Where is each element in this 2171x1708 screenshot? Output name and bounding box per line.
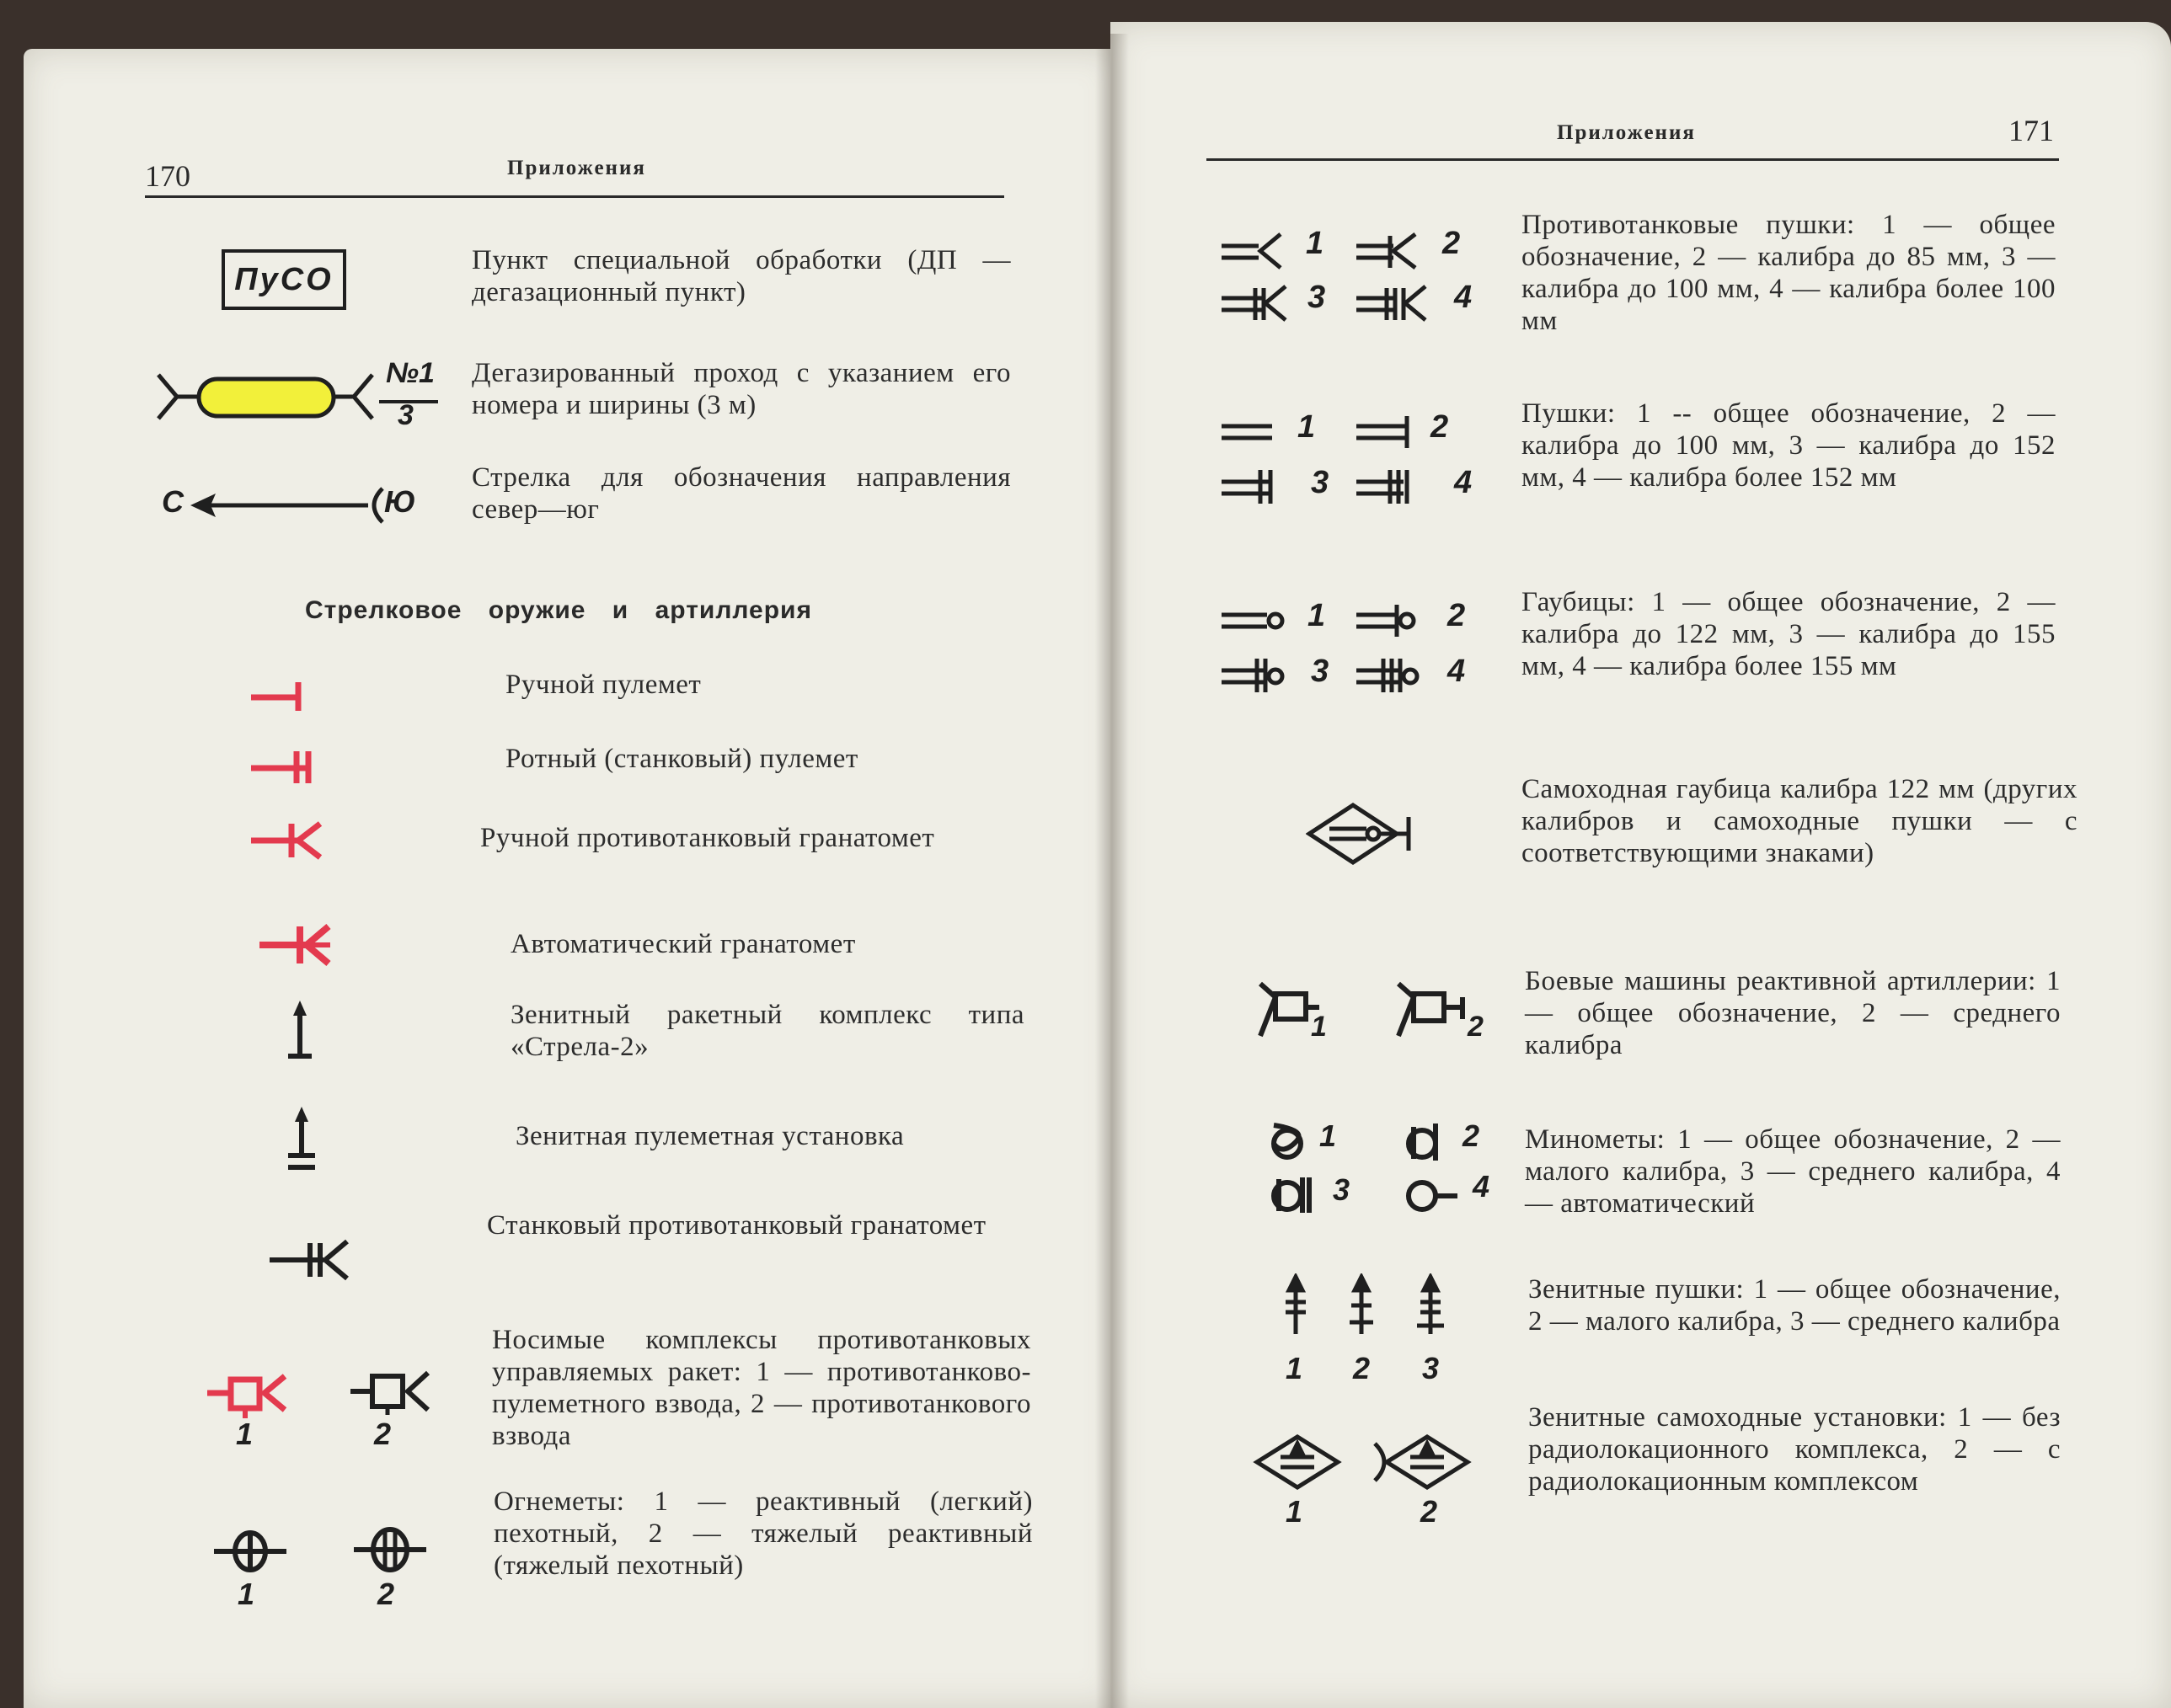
aa-guns-text: Зенитные пушки: 1 — общее обозначение, 2 — малого калибра, 3 — среднего калибра bbox=[1528, 1274, 2061, 1337]
arrow-south-label: Ю bbox=[384, 484, 416, 519]
right-header-rule bbox=[1206, 158, 2059, 161]
aa-guns-symbols bbox=[1277, 1273, 1462, 1349]
auto-grenade-launcher-text: Автоматический гранатомет bbox=[511, 929, 856, 959]
auto-grenade-launcher-icon bbox=[258, 923, 334, 969]
rocket-artillery-medium-icon bbox=[1395, 977, 1471, 1044]
howitzers-text: Гаубицы: 1 — общее обозначение, 2 — калибра до 122 мм, 3 — калибра до 155 мм, 4 — калибра более 155 мм bbox=[1521, 587, 2056, 681]
mortars-label-3: 3 bbox=[1333, 1172, 1350, 1207]
strela-sam-text: Зенитный ракетный комплекс типа «Стрела-2» bbox=[511, 1000, 1024, 1062]
aa-sp-text: Зенитные самоходные установки: 1 — без радиолокационного комплекса, 2 — с радиолокационным комплексом bbox=[1528, 1402, 2061, 1497]
hand-grenade-launcher-text: Ручной противотанковый гранатомет bbox=[480, 823, 935, 853]
guns-label-3: 3 bbox=[1311, 465, 1329, 500]
flamethrower-heavy-icon bbox=[352, 1523, 428, 1577]
rocket-label-2: 2 bbox=[1468, 1011, 1484, 1043]
guns-label-2: 2 bbox=[1430, 409, 1449, 445]
strela-sam-icon bbox=[283, 997, 317, 1065]
atgm-platoon-mg-icon bbox=[206, 1369, 290, 1420]
howitzers-symbols bbox=[1218, 598, 1471, 699]
company-machine-gun-text: Ротный (станковый) пулемет bbox=[505, 744, 858, 774]
sp-howitzer-icon bbox=[1306, 800, 1424, 867]
sp-howitzer-text: Самоходная гаубица калибра 122 мм (других калибров и самоходные пушки — с соответствующими знаками) bbox=[1521, 774, 2077, 868]
howitzers-label-3: 3 bbox=[1311, 654, 1329, 689]
arrow-text: Стрелка для обозначения направления север—юг bbox=[472, 462, 1011, 525]
aa-machine-gun-icon bbox=[283, 1103, 320, 1174]
aa-guns-label-1: 1 bbox=[1286, 1351, 1303, 1385]
flamethrower-label-1: 1 bbox=[238, 1577, 255, 1611]
guns-text: Пушки: 1 -- общее обозначение, 2 — калибра до 100 мм, 3 — калибра до 152 мм, 4 — калибра более 152 мм bbox=[1521, 398, 2056, 493]
mounted-grenade-launcher-text: Станковый противотанковый гранатомет bbox=[487, 1210, 987, 1241]
at-guns-label-2: 2 bbox=[1442, 226, 1461, 261]
passage-number-label: №1 bbox=[386, 357, 435, 389]
left-page-number: 170 bbox=[145, 159, 190, 193]
at-guns-label-1: 1 bbox=[1306, 226, 1324, 261]
right-page-number: 171 bbox=[2008, 114, 2054, 147]
passage-width-label: 3 bbox=[398, 399, 414, 431]
company-machine-gun-icon bbox=[249, 748, 317, 785]
atgm-text: Носимые комплексы противотанковых управляемых ракет: 1 — противотанково-пулеметного взвода, 2 — противотанкового взвода bbox=[492, 1325, 1031, 1451]
hand-grenade-launcher-icon bbox=[249, 820, 325, 862]
flamethrower-text: Огнеметы: 1 — реактивный (легкий) пехотный, 2 — тяжелый реактивный (тяжелый пехотный) bbox=[494, 1486, 1033, 1581]
left-header-rule bbox=[145, 195, 1004, 198]
rocket-label-1: 1 bbox=[1311, 1011, 1327, 1043]
hand-machine-gun-icon bbox=[249, 681, 308, 714]
mortars-label-4: 4 bbox=[1473, 1169, 1490, 1204]
howitzers-label-1: 1 bbox=[1307, 598, 1326, 633]
aa-guns-label-2: 2 bbox=[1353, 1351, 1371, 1385]
howitzers-label-4: 4 bbox=[1447, 654, 1466, 689]
flamethrower-light-icon bbox=[212, 1526, 288, 1577]
guns-label-1: 1 bbox=[1297, 409, 1316, 445]
atgm-label-1: 1 bbox=[236, 1417, 254, 1451]
hand-machine-gun-text: Ручной пулемет bbox=[505, 670, 702, 700]
book-gutter bbox=[1095, 34, 1129, 1708]
aa-sp-label-2: 2 bbox=[1420, 1494, 1438, 1529]
arrow-north-label: С bbox=[162, 484, 184, 519]
at-guns-label-4: 4 bbox=[1454, 280, 1473, 315]
aa-sp-symbols bbox=[1252, 1432, 1488, 1499]
aa-guns-label-3: 3 bbox=[1422, 1351, 1440, 1385]
atgm-label-2: 2 bbox=[374, 1417, 392, 1451]
north-south-arrow-icon bbox=[187, 480, 389, 531]
guns-label-4: 4 bbox=[1454, 465, 1473, 500]
flamethrower-label-2: 2 bbox=[377, 1577, 395, 1611]
atgm-platoon-icon bbox=[349, 1366, 433, 1417]
howitzers-label-2: 2 bbox=[1447, 598, 1466, 633]
left-page-header: Приложения bbox=[507, 157, 646, 179]
aa-machine-gun-text: Зенитная пулеметная установка bbox=[516, 1121, 905, 1151]
mortars-label-1: 1 bbox=[1319, 1118, 1337, 1153]
puso-symbol: ПуСО bbox=[222, 249, 346, 310]
mortars-label-2: 2 bbox=[1462, 1118, 1480, 1153]
at-guns-label-3: 3 bbox=[1307, 280, 1326, 315]
mounted-grenade-launcher-icon bbox=[268, 1238, 352, 1284]
mortars-text: Минометы: 1 — общее обозначение, 2 — малого калибра, 3 — среднего калибра, 4 — автоматический bbox=[1525, 1124, 2061, 1219]
section-title-small-arms: Стрелковое оружие и артиллерия bbox=[305, 596, 813, 624]
aa-sp-label-1: 1 bbox=[1286, 1494, 1303, 1529]
puso-text: Пункт специальной обработки (ДП — дегазационный пункт) bbox=[472, 245, 1011, 307]
rocket-text: Боевые машины реактивной артиллерии: 1 — общее обозначение, 2 — среднего калибра bbox=[1525, 966, 2061, 1060]
passage-text: Дегазированный проход с указанием его номера и ширины (3 м) bbox=[472, 358, 1011, 420]
right-page-header: Приложения bbox=[1557, 121, 1696, 144]
at-guns-text: Противотанковые пушки: 1 — общее обозначение, 2 — калибра до 85 мм, 3 — калибра до 100 мм, 4 — калибра более 100 мм bbox=[1521, 210, 2056, 336]
